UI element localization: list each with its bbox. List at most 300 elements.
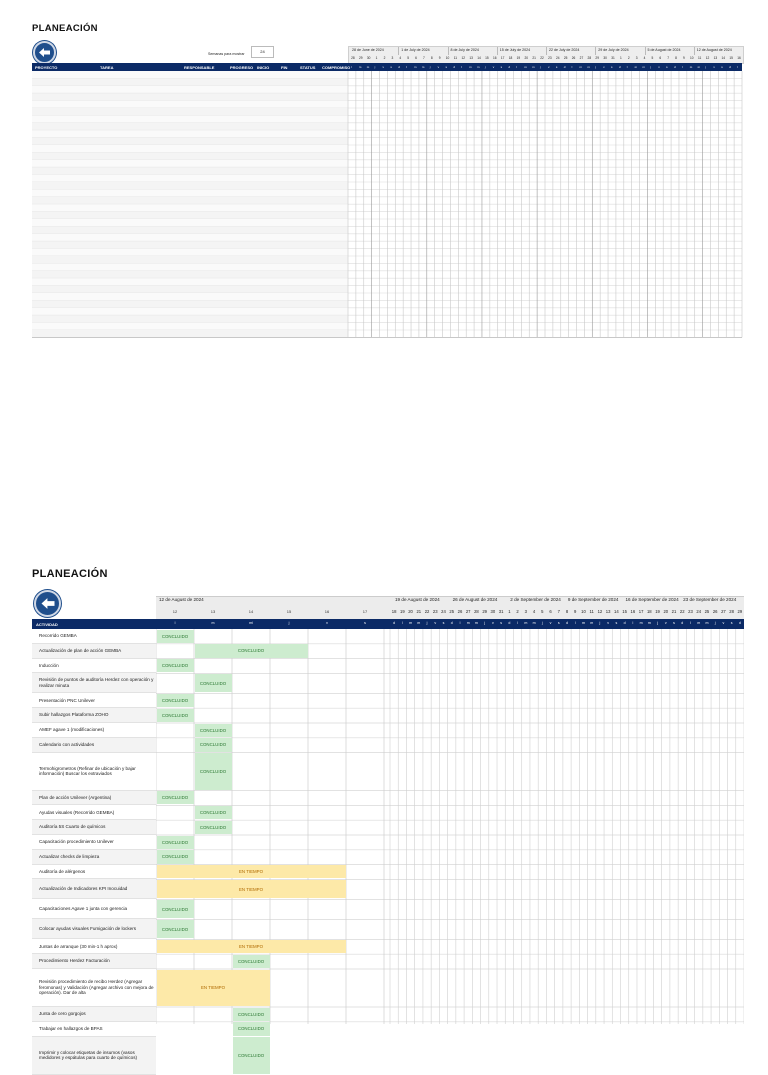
day-initial: m (647, 621, 651, 625)
top-day-initial: l (350, 65, 352, 69)
day-number: 29 (482, 609, 487, 614)
top-day-initial: s (445, 65, 447, 69)
first-week-day-initial: mi (249, 621, 253, 625)
activity-name: Actualización de plan de acción GEMBA (39, 647, 122, 653)
top-day-number: 13 (469, 56, 473, 60)
activity-row[interactable] (32, 835, 156, 850)
day-initial: j (484, 621, 486, 625)
day-initial: j (714, 621, 716, 625)
activity-row[interactable] (32, 954, 156, 969)
day-initial: s (500, 621, 503, 625)
top-week-header (348, 46, 744, 64)
activity-row[interactable] (32, 1007, 156, 1022)
top-day-number: 12 (705, 56, 710, 60)
day-number: 27 (465, 609, 471, 614)
top-day-number: 4 (643, 56, 646, 60)
top-day-initial: v (713, 65, 715, 69)
activity-name: Procedimiento Herdez Facturación (39, 958, 110, 964)
activity-name: Revisión de puntos de auditoría Herdez con operación y realizar minuta (39, 677, 154, 688)
day-initial: v (491, 621, 494, 625)
top-day-initial: m (477, 65, 480, 69)
activity-row[interactable] (32, 791, 156, 806)
day-number: 25 (704, 609, 710, 614)
top-day-number: 28 (351, 56, 355, 60)
top-day-initial: m (421, 65, 425, 69)
activity-name: Calendario con actividades (39, 741, 95, 747)
status-badge: CONCLUIDO (195, 644, 308, 657)
day-initial: m (409, 621, 413, 625)
status-badge: CONCLUIDO (195, 753, 232, 790)
activity-row[interactable] (32, 629, 156, 644)
top-day-number: 5 (651, 56, 654, 60)
top-day-number: 6 (415, 56, 417, 60)
first-week-day-number: 12 (172, 609, 178, 614)
status-badge: CONCLUIDO (157, 900, 194, 919)
day-number: 11 (589, 609, 594, 614)
top-day-number: 12 (461, 56, 466, 60)
day-number: 3 (524, 609, 527, 614)
week-label: 16 de September de 2024 (625, 597, 679, 602)
activity-name: Recorrido GEMBA (39, 633, 77, 639)
top-day-initial: j (429, 65, 431, 69)
day-initial: m (705, 621, 709, 625)
top-day-initial: l (461, 65, 462, 69)
top-day-number: 10 (689, 56, 694, 60)
col-status: STATUS (300, 64, 316, 70)
status-badge: EN TIEMPO (157, 865, 346, 878)
day-initial: d (623, 621, 626, 625)
arrow-left-icon (40, 597, 56, 610)
activity-name: AMEF agave 1 (modificaciones) (39, 727, 105, 733)
top-day-number: 16 (492, 56, 497, 60)
top-day-initial: j (484, 65, 486, 69)
day-number: 4 (532, 609, 536, 614)
top-day-initial: m (579, 65, 582, 69)
activity-name: Termohigrometros (Refinar de ubicación y bajar información) Buscar los extraviados (39, 765, 136, 777)
week-label: 19 de August de 2024 (395, 597, 440, 602)
top-day-initial: v (603, 65, 605, 69)
activity-name: Actualizar checks de limpieza (39, 853, 100, 859)
status-badge: CONCLUIDO (157, 694, 194, 707)
day-initial: j (541, 621, 543, 625)
bottom-sheet (32, 566, 744, 1061)
day-initial: s (730, 621, 733, 625)
top-day-initial: s (610, 65, 613, 69)
top-day-initial: l (681, 65, 683, 69)
status-badge: CONCLUIDO (157, 630, 194, 643)
top-day-number: 1 (619, 56, 622, 60)
col-actividad: ACTIVIDAD (36, 621, 58, 627)
activity-name: Capacitación procedimiento Unilever (39, 839, 114, 845)
top-day-initial: m (634, 65, 638, 69)
top-day-initial: v (492, 65, 495, 69)
day-number: 23 (432, 609, 438, 614)
top-day-number: 2 (627, 56, 630, 60)
week-label: 9 de September de 2024 (567, 597, 619, 602)
top-day-number: 15 (485, 56, 489, 60)
day-number: 21 (671, 609, 677, 614)
day-initial: m (466, 621, 470, 625)
status-badge: EN TIEMPO (157, 970, 270, 1007)
activity-row[interactable] (32, 644, 156, 659)
day-number: 19 (655, 609, 660, 614)
top-day-number: 30 (366, 56, 371, 60)
top-day-number: 31 (611, 56, 615, 60)
activity-row[interactable] (32, 865, 156, 880)
col-inicio: INICIO (257, 64, 270, 70)
first-week-day-number: 17 (362, 609, 368, 614)
top-day-number: 16 (737, 56, 741, 60)
status-badge: CONCLUIDO (157, 850, 194, 863)
day-number: 24 (441, 609, 446, 614)
top-day-initial: j (705, 65, 707, 69)
top-week-label: 28 de June de 2024 (352, 48, 384, 52)
top-day-number: 24 (556, 56, 560, 60)
first-week-day-number: 14 (248, 609, 254, 614)
day-initial: s (673, 621, 675, 625)
top-day-number: 25 (563, 56, 568, 60)
activity-name: Colocar ayudas visuales Fumigación de lockers (39, 926, 137, 932)
day-number: 20 (663, 609, 669, 614)
top-day-initial: d (729, 65, 731, 69)
top-day-number: 3 (391, 56, 394, 60)
day-initial: d (508, 621, 511, 625)
top-week-label: 5 de August de 2024 (647, 48, 681, 52)
day-initial: l (690, 621, 691, 625)
activity-name: Inducción (39, 662, 59, 668)
top-day-number: 13 (713, 56, 718, 60)
top-day-number: 18 (508, 56, 513, 60)
top-day-initial: m (358, 65, 362, 69)
activity-row[interactable] (32, 1022, 156, 1037)
activity-row[interactable] (32, 753, 156, 791)
top-day-initial: v (437, 65, 440, 69)
bottom-page-title: PLANEACIÓN (32, 568, 108, 580)
activity-row[interactable] (32, 1037, 156, 1075)
day-initial: s (615, 621, 618, 625)
activity-name: Plan de acción Unilever (Argentina) (39, 794, 112, 800)
first-week-day-initial: s (364, 621, 366, 625)
day-initial: j (599, 621, 601, 625)
top-day-number: 8 (430, 56, 433, 60)
weeks-to-show-label: Semanas para mostrar (208, 52, 245, 56)
top-day-initial: l (737, 65, 738, 69)
day-initial: d (450, 621, 453, 625)
day-initial: d (738, 621, 741, 625)
status-badge: CONCLUIDO (195, 738, 232, 751)
weeks-to-show-input[interactable]: 24 (251, 46, 274, 58)
arrow-left-icon (38, 47, 51, 58)
top-day-initial: d (674, 65, 676, 69)
day-number: 22 (424, 609, 430, 614)
status-badge: CONCLUIDO (195, 806, 232, 819)
top-day-number: 17 (500, 56, 505, 60)
top-day-number: 19 (516, 56, 521, 60)
day-number: 20 (408, 609, 413, 614)
first-week-day-initial: j (288, 621, 290, 625)
day-initial: d (681, 621, 684, 625)
top-day-number: 20 (524, 56, 529, 60)
top-week-label: 22 de July de 2024 (549, 48, 580, 52)
day-initial: m (524, 621, 528, 625)
status-badge: CONCLUIDO (157, 791, 194, 804)
day-number: 2 (516, 609, 519, 614)
top-day-initial: j (540, 65, 541, 69)
activity-row[interactable] (32, 969, 156, 1007)
day-number: 12 (597, 609, 603, 614)
activity-name: Presentación PNC Unilever (39, 697, 95, 703)
top-day-number: 7 (667, 56, 670, 60)
day-number: 21 (416, 609, 422, 614)
top-day-number: 10 (445, 56, 450, 60)
activity-row[interactable] (32, 805, 156, 820)
day-number: 18 (391, 609, 397, 614)
day-number: 25 (449, 609, 455, 614)
activity-row[interactable] (32, 693, 156, 708)
status-badge: CONCLUIDO (157, 920, 194, 939)
top-day-number: 8 (675, 56, 677, 60)
day-number: 23 (688, 609, 693, 614)
status-badge: CONCLUIDO (195, 724, 232, 737)
first-week-day-number: 13 (210, 609, 216, 614)
bottom-back-button[interactable] (34, 590, 61, 617)
day-initial: v (664, 621, 667, 625)
top-day-initial: l (516, 65, 518, 69)
top-day-number: 9 (683, 56, 685, 60)
day-initial: l (517, 621, 518, 625)
day-number: 19 (399, 609, 405, 614)
top-day-initial: v (547, 65, 550, 69)
col-tarea: TAREA (100, 64, 114, 70)
top-day-initial: m (532, 65, 535, 69)
top-day-number: 29 (595, 56, 599, 60)
day-number: 5 (541, 609, 544, 614)
top-back-button[interactable] (33, 41, 56, 64)
top-week-label: 8 de July de 2024 (450, 48, 479, 52)
activity-name: Auditoría 5S Cuarto de químicos (39, 824, 106, 830)
col-compromiso: COMPROMISO (322, 64, 351, 70)
activity-row[interactable] (32, 738, 156, 753)
top-page-title: PLANEACIÓN (32, 23, 98, 34)
activity-name: Juntas de arranque (30 min-1 h aprox) (39, 943, 118, 949)
day-number: 31 (498, 609, 504, 614)
day-number: 26 (712, 609, 718, 614)
day-number: 30 (490, 609, 496, 614)
status-badge: CONCLUIDO (233, 955, 270, 968)
status-badge: EN TIEMPO (157, 940, 346, 953)
day-initial: l (574, 621, 576, 625)
top-day-initial: s (555, 65, 558, 69)
status-badge: CONCLUIDO (195, 821, 232, 834)
top-day-initial: m (413, 65, 417, 69)
day-number: 6 (549, 609, 552, 614)
day-number: 27 (721, 609, 726, 614)
status-badge: CONCLUIDO (195, 674, 232, 693)
status-badge: CONCLUIDO (233, 1037, 270, 1074)
top-day-initial: d (563, 65, 566, 69)
status-badge: CONCLUIDO (233, 1022, 270, 1035)
day-initial: v (722, 621, 725, 625)
day-number: 1 (508, 609, 511, 614)
top-day-number: 22 (540, 56, 544, 60)
activity-row[interactable] (32, 939, 156, 954)
top-day-number: 7 (422, 56, 425, 60)
day-initial: j (657, 621, 658, 625)
week-label: 26 de August de 2024 (452, 597, 498, 602)
top-day-number: 4 (399, 56, 402, 60)
top-day-initial: d (508, 65, 511, 69)
activity-name: Revisión procedimiento de recibo Herdez (Agregar feromonas) y Validación (Agregar archivo con mejora de operación). Dar de alta (39, 979, 154, 996)
activity-row[interactable] (32, 659, 156, 674)
activity-name: Junta de cero gorgojos (39, 1011, 86, 1017)
activity-row[interactable] (32, 899, 156, 919)
top-day-number: 28 (587, 56, 592, 60)
top-day-number: 3 (635, 56, 638, 60)
day-initial: m (474, 621, 478, 625)
top-day-initial: d (398, 65, 400, 69)
activity-name: Capacitaciones Agave 1 junta con gerencia (39, 906, 128, 912)
first-week-label: 12 de August de 2024 (159, 597, 204, 602)
day-number: 24 (696, 609, 702, 614)
day-number: 29 (737, 609, 743, 614)
top-day-number: 30 (603, 56, 607, 60)
day-number: 14 (614, 609, 619, 614)
activity-row[interactable] (32, 708, 156, 723)
top-day-initial: l (571, 65, 573, 69)
top-day-initial: m (697, 65, 701, 69)
day-initial: v (549, 621, 552, 625)
top-day-initial: s (666, 65, 668, 69)
day-initial: l (459, 621, 461, 625)
top-day-initial: m (642, 65, 645, 69)
day-number: 13 (605, 609, 611, 614)
day-initial: m (417, 621, 421, 625)
top-day-initial: v (658, 65, 660, 69)
col-responsable: RESPONSABLE (184, 64, 215, 70)
activity-name: Actualización de Indicadores KPI Inocuidad (39, 886, 128, 892)
top-day-initial: m (366, 65, 370, 69)
activity-name: Auditoría de alérgenos (39, 868, 86, 874)
top-day-number: 21 (532, 56, 536, 60)
day-number: 8 (565, 609, 569, 614)
top-day-initial: l (626, 65, 628, 69)
top-day-initial: m (689, 65, 693, 69)
day-number: 9 (574, 609, 577, 614)
first-week-day-number: 16 (324, 609, 330, 614)
week-label: 2 de September de 2024 (510, 597, 561, 602)
top-week-label: 12 de August de 2024 (696, 48, 732, 52)
top-day-initial: j (374, 65, 376, 69)
top-day-number: 27 (579, 56, 584, 60)
activity-row[interactable] (32, 919, 156, 939)
top-day-number: 1 (375, 56, 378, 60)
top-day-initial: s (500, 65, 503, 69)
top-day-initial: v (382, 65, 384, 69)
day-number: 28 (474, 609, 479, 614)
day-initial: s (557, 621, 560, 625)
activity-name: Ayudas visuales (Recorrido GEMBA) (39, 809, 115, 815)
top-day-initial: d (453, 65, 456, 69)
activity-name: Imprimir y colocar etiquetas de insumos (vasos medidores y espátulas para cuarto de químicos) (39, 1049, 138, 1061)
day-initial: v (607, 621, 610, 625)
top-day-initial: s (721, 65, 723, 69)
top-day-number: 14 (721, 56, 726, 60)
day-number: 16 (630, 609, 636, 614)
status-badge: EN TIEMPO (157, 880, 346, 899)
top-day-number: 2 (383, 56, 386, 60)
day-number: 15 (622, 609, 627, 614)
top-day-initial: d (618, 65, 621, 69)
status-badge: CONCLUIDO (233, 1008, 270, 1021)
status-badge: CONCLUIDO (157, 836, 194, 849)
top-week-label: 29 de July de 2024 (598, 48, 629, 52)
col-progreso: PROGRESO (230, 64, 254, 70)
day-number: 28 (729, 609, 734, 614)
activity-name: Subir hallazgos Plataforma ZOHO (39, 712, 109, 718)
week-label: 23 de September de 2024 (683, 597, 737, 602)
day-initial: j (426, 621, 428, 625)
col-fin: FIN (281, 64, 288, 70)
activity-name: Trabajar en hallazgos de BPAS (39, 1025, 103, 1031)
top-day-number: 11 (698, 56, 702, 60)
top-week-label: 15 de July de 2024 (499, 48, 531, 52)
day-number: 17 (638, 609, 644, 614)
first-week-day-number: 15 (286, 609, 292, 614)
activity-row[interactable] (32, 850, 156, 865)
first-week-day-initial: v (326, 621, 328, 625)
top-day-number: 15 (729, 56, 733, 60)
day-initial: m (581, 621, 585, 625)
day-initial: v (434, 621, 437, 625)
top-column-header (32, 63, 742, 71)
top-day-initial: m (469, 65, 472, 69)
day-number: 18 (646, 609, 652, 614)
activity-row[interactable] (32, 723, 156, 738)
top-day-number: 9 (438, 56, 441, 60)
day-initial: s (442, 621, 445, 625)
first-week-day-initial: m (211, 621, 215, 625)
day-initial: l (632, 621, 634, 625)
top-day-initial: s (390, 65, 392, 69)
first-week-day-initial: l (174, 621, 176, 625)
top-day-initial: j (650, 65, 652, 69)
day-initial: d (393, 621, 396, 625)
col-proyecto: PROYECTO (35, 64, 58, 70)
day-initial: m (639, 621, 643, 625)
top-day-initial: m (587, 65, 590, 69)
day-initial: m (697, 621, 701, 625)
top-day-initial: m (524, 65, 527, 69)
day-initial: m (532, 621, 536, 625)
top-gantt-grid (32, 71, 744, 341)
activity-row[interactable] (32, 879, 156, 899)
activity-row[interactable] (32, 673, 156, 693)
activity-row[interactable] (32, 820, 156, 835)
top-day-number: 29 (359, 56, 363, 60)
day-number: 22 (679, 609, 685, 614)
status-badge: CONCLUIDO (157, 659, 194, 672)
top-day-initial: l (406, 65, 407, 69)
top-week-label: 1 de July de 2024 (401, 48, 430, 52)
day-initial: d (565, 621, 568, 625)
day-number: 26 (457, 609, 463, 614)
top-day-number: 6 (659, 56, 662, 60)
top-day-number: 26 (571, 56, 576, 60)
top-day-number: 11 (453, 56, 458, 60)
day-number: 7 (557, 609, 560, 614)
day-number: 10 (581, 609, 586, 614)
top-day-number: 23 (548, 56, 552, 60)
